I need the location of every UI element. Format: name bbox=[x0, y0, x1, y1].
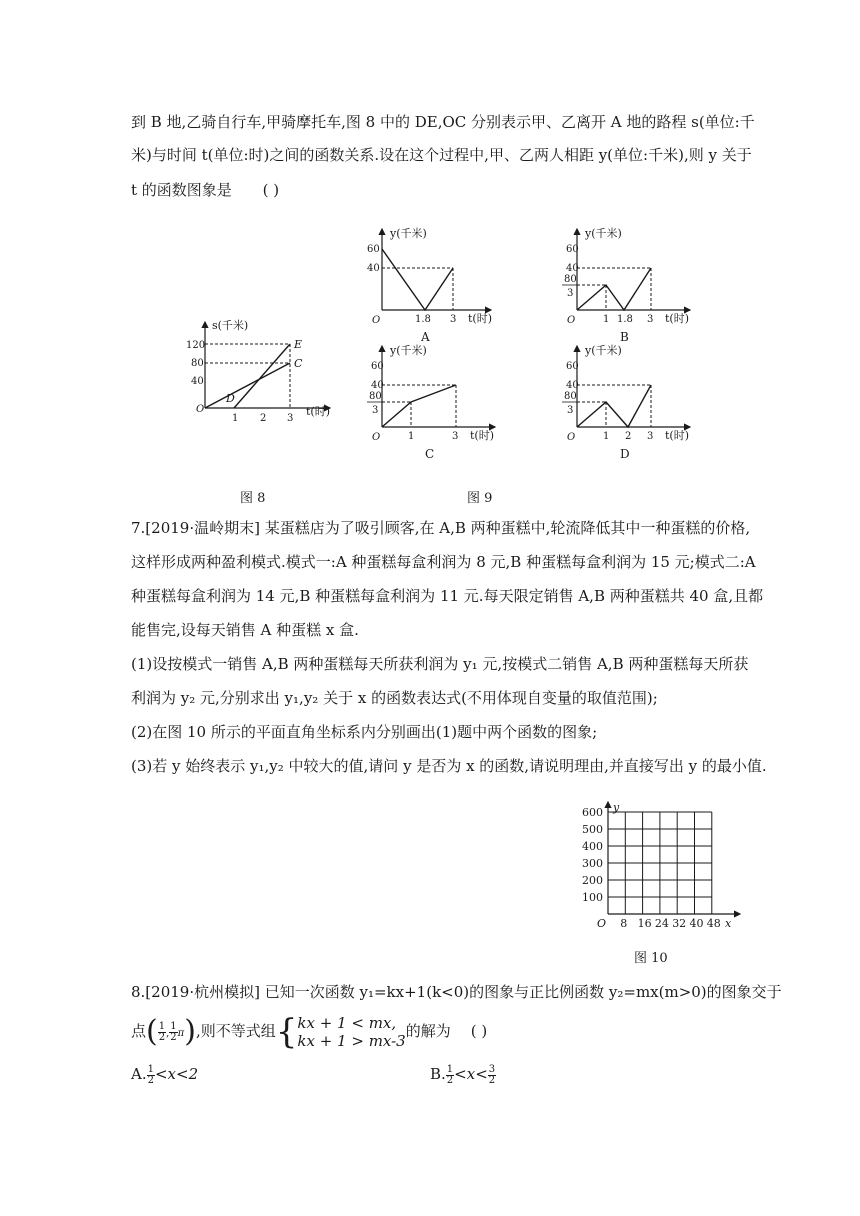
fig9a-option-label: A bbox=[421, 330, 430, 344]
svg-text:3: 3 bbox=[452, 431, 459, 442]
q8-inequality-system: kx + 1 < mx, kx + 1 > mx-3 bbox=[297, 1014, 406, 1050]
fig9d-option-label: D bbox=[620, 447, 630, 461]
q7-part-2: (2)在图 10 所示的平面直角坐标系内分别画出(1)题中两个函数的图象; bbox=[131, 723, 598, 741]
fig9c-curve bbox=[382, 385, 456, 427]
svg-text:1: 1 bbox=[603, 431, 610, 442]
fig10-ytick: 200 bbox=[582, 874, 603, 887]
fig10-ytick: 400 bbox=[582, 840, 603, 853]
svg-text:1.8: 1.8 bbox=[617, 314, 633, 325]
svg-text:80: 80 bbox=[369, 391, 382, 402]
fig8-ytick-40: 40 bbox=[191, 376, 204, 387]
fig9b-curve bbox=[577, 268, 651, 310]
q7-part-1a: (1)设按模式一销售 A,B 两种蛋糕每天所获利润为 y₁ 元,按模式二销售 A,B 两种蛋糕每天所获 bbox=[131, 655, 749, 673]
svg-text:t(时): t(时) bbox=[470, 429, 495, 442]
svg-text:3: 3 bbox=[450, 314, 457, 325]
q7-line-1: 7.[2019·温岭期末] 某蛋糕店为了吸引顾客,在 A,B 两种蛋糕中,轮流降低其中一种蛋糕的价格, bbox=[131, 519, 751, 537]
q8-answer-paren: ( ) bbox=[470, 1022, 488, 1040]
svg-text:1: 1 bbox=[603, 314, 610, 325]
svg-text:40: 40 bbox=[371, 380, 384, 391]
svg-text:1: 1 bbox=[408, 431, 415, 442]
svg-text:O: O bbox=[372, 432, 381, 443]
fig9c-option-label: C bbox=[425, 447, 435, 461]
fig10-caption: 图 10 bbox=[634, 951, 668, 966]
fig8-line-DE bbox=[234, 344, 290, 408]
svg-text:y(千米): y(千米) bbox=[585, 227, 622, 240]
q6-line-3 bbox=[131, 180, 279, 200]
fig8-line-OC bbox=[205, 363, 290, 408]
figure-10 bbox=[578, 800, 748, 940]
svg-text:O: O bbox=[567, 432, 576, 443]
svg-text:80: 80 bbox=[564, 391, 577, 402]
q8-point-frac-1: $\frac{1}{2}$ bbox=[158, 1020, 166, 1043]
svg-text:3: 3 bbox=[567, 288, 574, 299]
svg-text:y(千米): y(千米) bbox=[585, 344, 622, 357]
figure-9-graph-b bbox=[560, 225, 700, 345]
fig10-xtick: 24 bbox=[654, 917, 669, 930]
q8-option-b: B. $\frac{1}{2}$ <x< $\frac{3}{2}$ bbox=[430, 1063, 496, 1086]
fig10-ytick: 100 bbox=[582, 891, 603, 904]
fig10-ytick: 300 bbox=[582, 857, 603, 870]
q7-part-3: (3)若 y 始终表示 y₁,y₂ 中较大的值,请问 y 是否为 x 的函数,请说明理由,并直接写出 y 的最小值. bbox=[131, 757, 767, 775]
svg-text:O: O bbox=[567, 315, 576, 326]
svg-text:3: 3 bbox=[647, 314, 654, 325]
q8-line-2: 点( $\frac{1}{2}$ , $\frac{1}{2}$ π),则不等式组{ kx + 1 < mx, kx + 1 > mx-3 的解为 ( ) bbox=[131, 1012, 488, 1052]
svg-text:2: 2 bbox=[625, 431, 632, 442]
q6-line-3-text: t 的函数图象是 bbox=[131, 181, 232, 199]
fig8-label-E: E bbox=[294, 338, 303, 351]
fig10-x-label: x bbox=[725, 917, 732, 930]
fig9-caption: 图 9 bbox=[467, 491, 493, 506]
figure-9-graph-d bbox=[560, 342, 700, 462]
svg-text:3: 3 bbox=[567, 405, 574, 416]
fig10-xtick: 32 bbox=[672, 917, 687, 930]
fig8-ytick-80: 80 bbox=[191, 358, 204, 369]
q8-line-1: 8.[2019·杭州模拟] 已知一次函数 y₁=kx+1(k<0)的图象与正比例函数 y₂=mx(m>0)的图象交于 bbox=[131, 983, 782, 1001]
fig8-ytick-120: 120 bbox=[186, 340, 206, 351]
svg-text:t(时): t(时) bbox=[665, 429, 690, 442]
fig8-origin: O bbox=[196, 404, 205, 415]
q8-point-prefix: 点 bbox=[131, 1022, 147, 1040]
svg-text:3: 3 bbox=[372, 405, 379, 416]
fig10-xtick: 40 bbox=[689, 917, 704, 930]
fig9b-option-label: B bbox=[620, 330, 629, 344]
fig10-xtick: 48 bbox=[706, 917, 721, 930]
svg-text:40: 40 bbox=[367, 263, 380, 274]
q8-mid-text: ,则不等式组 bbox=[195, 1022, 276, 1040]
q8-option-a: A. $\frac{1}{2}$ <x<2 bbox=[131, 1063, 199, 1086]
q8-point-frac-2: $\frac{1}{2}$ bbox=[170, 1020, 177, 1043]
svg-text:60: 60 bbox=[367, 244, 380, 255]
figure-8 bbox=[188, 316, 338, 426]
svg-text:60: 60 bbox=[566, 361, 579, 372]
q6-answer-paren: ( ) bbox=[262, 181, 280, 199]
q6-line-2: 米)与时间 t(单位:时)之间的函数关系.设在这个过程中,甲、乙两人相距 y(单位:千米),则 y 关于 bbox=[131, 146, 752, 164]
svg-text:40: 40 bbox=[566, 380, 579, 391]
fig9a-curve bbox=[382, 249, 453, 310]
fig10-xtick: 8 bbox=[620, 917, 628, 930]
svg-text:t(时): t(时) bbox=[665, 312, 690, 325]
fig10-origin: O bbox=[597, 917, 607, 930]
figure-9-graph-c bbox=[365, 342, 505, 462]
figure-9-graph-a bbox=[365, 225, 495, 345]
svg-text:60: 60 bbox=[371, 361, 384, 372]
fig10-ytick: 500 bbox=[582, 823, 603, 836]
fig9a-y-label: y(千米) bbox=[390, 227, 427, 240]
svg-text:40: 40 bbox=[566, 263, 579, 274]
fig10-xtick: 16 bbox=[637, 917, 652, 930]
fig8-caption: 图 8 bbox=[240, 491, 266, 506]
fig8-label-C: C bbox=[294, 357, 303, 370]
fig10-y-label: y bbox=[613, 801, 620, 814]
svg-text:80: 80 bbox=[564, 274, 577, 285]
svg-text:3: 3 bbox=[647, 431, 654, 442]
svg-text:O: O bbox=[372, 315, 381, 326]
fig8-y-label: s(千米) bbox=[212, 319, 249, 332]
fig8-xtick-2: 2 bbox=[260, 413, 267, 424]
svg-text:60: 60 bbox=[566, 244, 579, 255]
q6-line-1: 到 B 地,乙骑自行车,甲骑摩托车,图 8 中的 DE,OC 分别表示甲、乙离开 A 地的路程 s(单位:千 bbox=[131, 113, 755, 131]
fig9d-curve bbox=[577, 385, 651, 427]
fig8-x-label: t(时) bbox=[306, 405, 331, 418]
svg-text:1.8: 1.8 bbox=[415, 314, 431, 325]
fig8-xtick-1: 1 bbox=[232, 413, 239, 424]
q7-part-1b: 利润为 y₂ 元,分别求出 y₁,y₂ 关于 x 的函数表达式(不用体现自变量的取值范围); bbox=[131, 689, 658, 707]
svg-text:y(千米): y(千米) bbox=[390, 344, 427, 357]
fig8-label-D: D bbox=[226, 392, 235, 405]
q7-line-4: 能售完,设每天销售 A 种蛋糕 x 盒. bbox=[131, 621, 359, 639]
fig9a-x-label: t(时) bbox=[468, 312, 493, 325]
q7-line-3: 种蛋糕每盒利润为 14 元,B 种蛋糕每盒利润为 11 元.每天限定销售 A,B 两种蛋糕共 40 盒,且都 bbox=[131, 587, 764, 605]
fig10-grid bbox=[608, 812, 712, 914]
fig8-xtick-3: 3 bbox=[287, 413, 294, 424]
q7-line-2: 这样形成两种盈利模式.模式一:A 种蛋糕每盒利润为 8 元,B 种蛋糕每盒利润为 15 元;模式二:A bbox=[131, 553, 756, 571]
q8-tail: 的解为 bbox=[405, 1022, 451, 1040]
fig10-ytick: 600 bbox=[582, 806, 603, 819]
